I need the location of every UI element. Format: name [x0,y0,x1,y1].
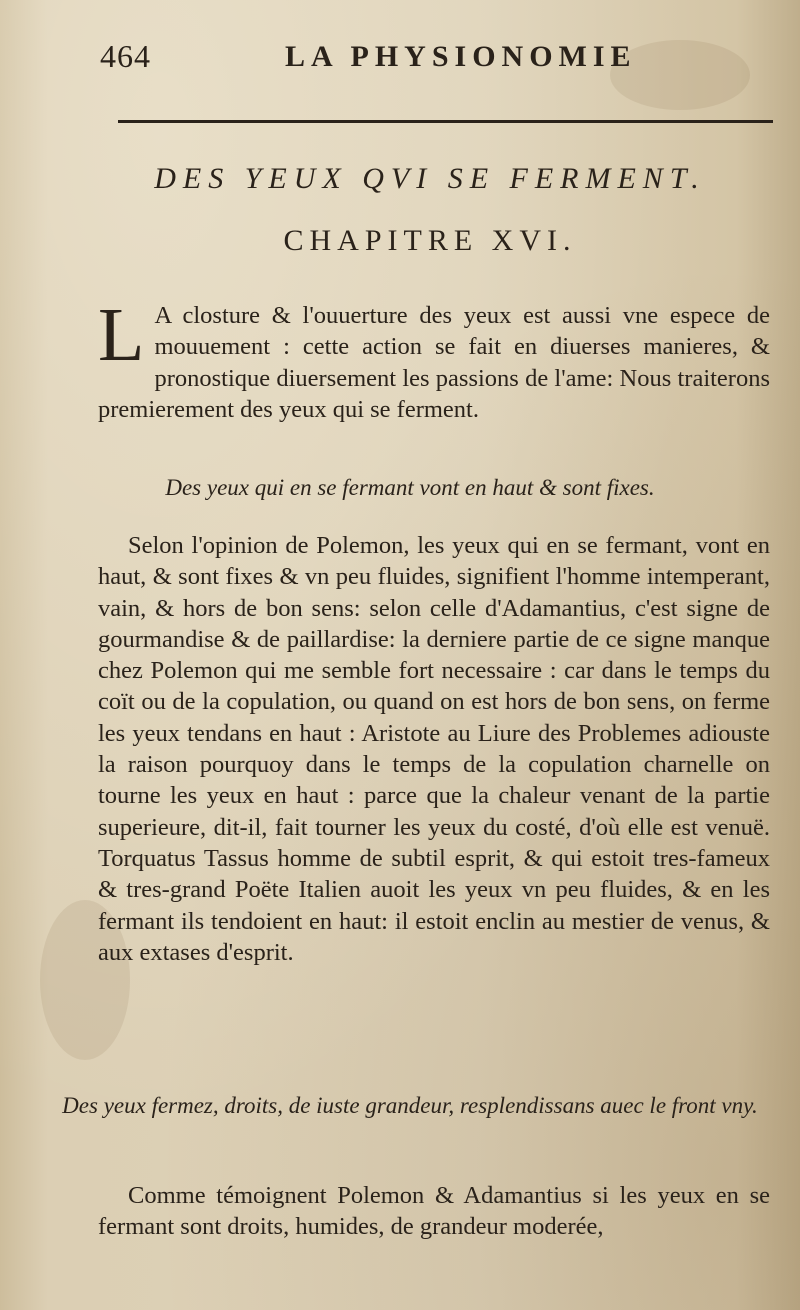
header-rule [118,120,773,123]
page-header [100,38,780,82]
drop-cap: L [98,293,145,377]
chapter-title: CHAPITRE XVI. [283,224,577,257]
paragraph-1 [98,293,770,425]
paragraph-2: Selon l'opinion de Polemon, les yeux qui en se fermant, vont en haut, & sont fixes & vn peu fluides, signifient l'homme intemperant, vain, & hors de bon sens: selon celle d'Adamantius, c'est signe de gourmandise & de paillardise: la derniere partie de ce signe manque chez Polemon qui me semble fort necessaire : car dans le temps du coït ou de la copulation, ou quand on est hors de bon sens, on ferme les yeux tendans en haut : Aristote au Liure des Problemes adiouste la raison pourquoy dans le temps de la copulation charnelle on tourne les yeux en haut : parce que la chaleur venant de la partie superieure, dit-il, fait tourner les yeux du costé, d'où elle est venuë. Torquatus Tassus homme de subtil esprit, & qui estoit tres-fameux & tres-grand Poëte Italien auoit les yeux vn peu fluides, & en les fermant ils tendoient en haut: il estoit enclin au mestier de venus, & aux extases d'esprit. [98,532,770,966]
running-head: LA PHYSIONOMIE [285,40,637,73]
bleed-through-text [300,80,305,103]
paragraph-3: Comme témoignent Polemon & Adamantius si les yeux en se fermant sont droits, humides, de grandeur moderée, [98,1182,770,1241]
paragraph-1-text: A closture & l'ouuerture des yeux est aussi vne espece de mouuement : cette action se fait en diuerses manieres, & pronostique diuersement les passions de l'ame: Nous traiterons premierement des yeux qui se ferment. [98,302,770,423]
subheading-2: Des yeux fermez, droits, de iuste grandeur, resplendissans auec le front vny. [62,1093,758,1118]
section-title: DES YEUX QVI SE FERMENT. [154,162,706,195]
subheading-1: Des yeux qui en se fermant vont en haut & sont fixes. [165,475,655,500]
page-number: 464 [100,38,151,74]
